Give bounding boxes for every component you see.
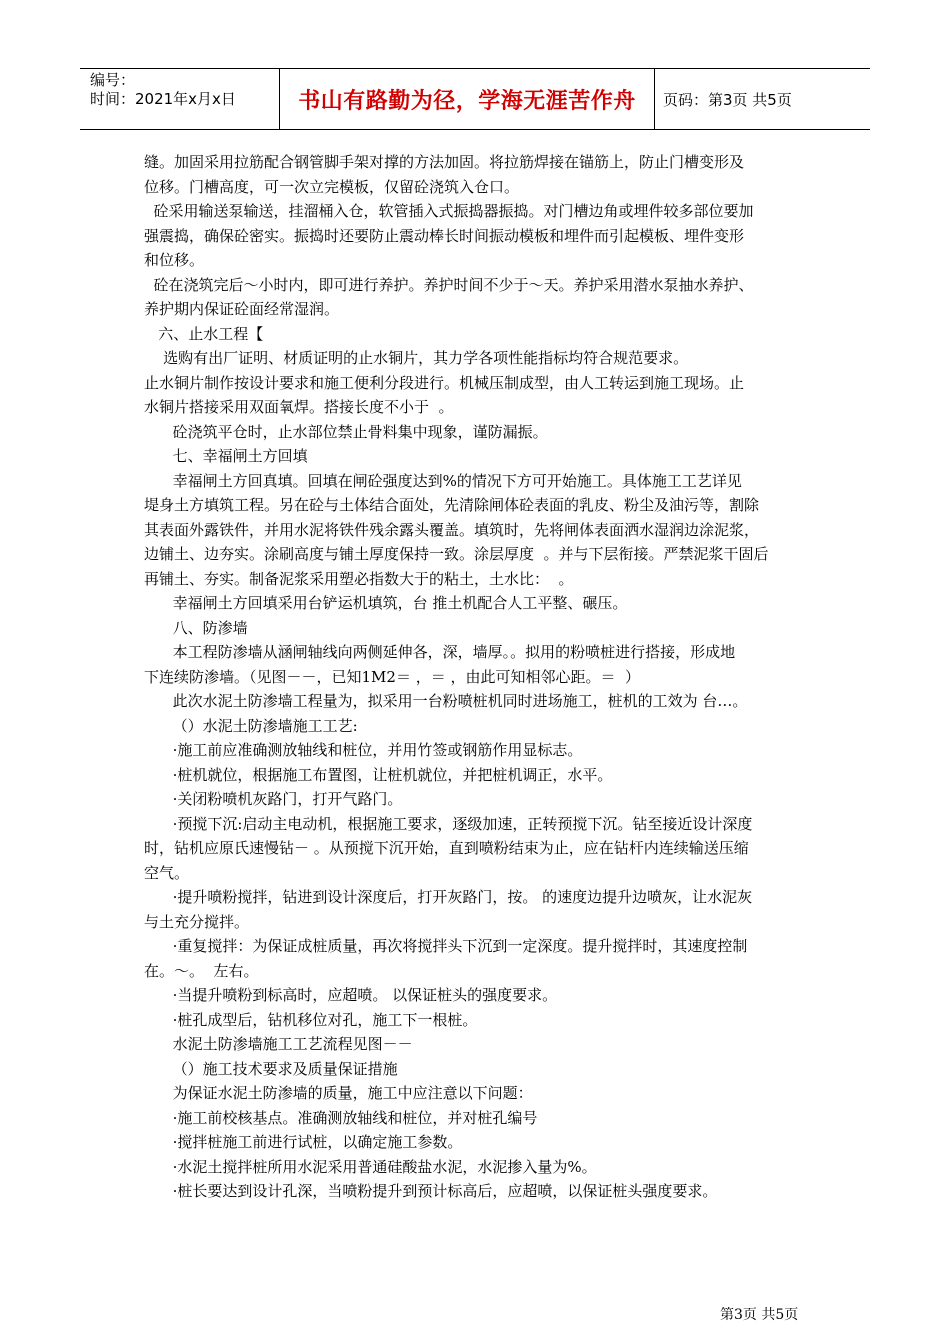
text-line: 砼在浇筑完后～小时内，即可进行养护。养护时间不少于～天。养护采用潜水泵抽水养护、 <box>144 275 754 294</box>
text-line: （）水泥土防渗墙施工工艺: <box>144 716 358 735</box>
text-line: 水铜片搭接采用双面氧焊。搭接长度不小于 。 <box>144 398 454 416</box>
text-line: 为保证水泥土防渗墙的质量，施工中应注意以下问题： <box>144 1084 533 1102</box>
header-motto: 书山有路勤为径，学海无涯苦作舟 <box>280 69 655 129</box>
text-line: ·桩长要达到设计孔深，当喷粉提升到预计标高后，应超喷，以保证桩头强度要求。 <box>144 1182 718 1200</box>
text-line: 养护期内保证砼面经常湿润。 <box>144 300 340 318</box>
text-line: 水泥土防渗墙施工工艺流程见图－－ <box>144 1035 413 1053</box>
text-line: ·搅拌桩施工前进行试桩，以确定施工参数。 <box>144 1133 463 1151</box>
text-line: 本工程防渗墙从涵闸轴线向两侧延伸各，深，墙厚。。拟用的粉喷桩进行搭接，形成地 <box>144 643 736 661</box>
page-header <box>80 68 870 130</box>
header-left-cell <box>80 69 280 129</box>
text-line: ·水泥土搅拌桩所用水泥采用普通硅酸盐水泥，水泥掺入量为%。 <box>144 1157 597 1176</box>
text-line: 堤身土方填筑工程。另在砼与土体结合面处，先清除闸体砼表面的乳皮、粉尘及油污等，割除 <box>144 496 760 514</box>
text-line: 其表面外露铁件，并用水泥将铁件残余露头覆盖。填筑时，先将闸体表面洒水湿润边涂泥浆， <box>144 520 760 539</box>
text-line: 砼采用输送泵输送，挂溜桶入仓，软管插入式振捣器振捣。对门槽边角或埋件较多部位要加 <box>144 202 754 220</box>
text-line: 再铺土、夯实。制备泥浆采用塑必指数大于的粘土，土水比： 。 <box>144 569 574 588</box>
text-line: 强震捣，确保砼密实。振捣时还要防止震动棒长时间振动模板和埋件而引起模板、埋件变形 <box>144 226 745 245</box>
text-line: ·施工前应准确测放轴线和桩位，并用竹签或钢筋作用显标志。 <box>144 741 583 759</box>
text-line: 下连续防渗墙。（见图－－，已知1M2＝ ，＝ ，由此可知相邻心距。＝ ） <box>144 667 641 686</box>
text-line: 砼浇筑平仓时，止水部位禁止骨料集中现象，谨防漏振。 <box>144 422 548 441</box>
text-line: ·桩机就位，根据施工布置图，让桩机就位，并把桩机调正，水平。 <box>144 765 613 784</box>
text-line: （）施工技术要求及质量保证措施 <box>144 1059 398 1078</box>
text-line: ·重复搅拌：为保证成桩质量，再次将搅拌头下沉到一定深度。提升搅拌时，其速度控制 <box>144 937 748 955</box>
text-line: 空气。 <box>144 863 190 882</box>
text-line: 时，钻机应原氏速慢钻－ 。从预搅下沉开始，直到喷粉结束为止，应在钻杆内连续输送压缩 <box>144 839 749 857</box>
text-line: 和位移。 <box>144 251 205 269</box>
text-line: ·关闭粉喷机灰路门，打开气路门。 <box>144 790 403 808</box>
text-line: ·施工前校核基点。准确测放轴线和桩位，并对桩孔编号 <box>144 1108 538 1127</box>
text-line: ·预搅下沉:启动主电动机，根据施工要求，逐级加速，正转预搅下沉。钻至接近设计深度 <box>144 814 753 833</box>
text-line: ·桩孔成型后，钻机移位对孔，施工下一根桩。 <box>144 1010 478 1029</box>
document-body <box>144 150 812 1204</box>
text-line: 与土充分搅拌。 <box>144 912 250 931</box>
text-line: 位移。门槽高度，可一次立完模板，仅留砼浇筑入仓口。 <box>144 177 520 196</box>
header-page-number: 页码：第3页 共5页 <box>663 90 792 109</box>
text-line: 幸福闸土方回真填。回填在闸砼强度达到%的情况下方可开始施工。具体施工工艺详见 <box>144 471 742 490</box>
document-number-label: 编号： <box>90 71 136 89</box>
text-line: 幸福闸土方回填采用台铲运机填筑，台 推土机配合人工平整、碾压。 <box>144 594 628 612</box>
text-line: ·当提升喷粉到标高时，应超喷。 以保证桩头的强度要求。 <box>144 986 558 1004</box>
text-line: 边铺土、边夯实。涂刷高度与铺土厚度保持一致。涂层厚度 。并与下层衔接。严禁泥浆干固后 <box>144 545 769 563</box>
text-line: 六、止水工程【 <box>144 324 264 343</box>
text-line: 缝。加固采用拉筋配合钢管脚手架对撑的方法加固。将拉筋焊接在锚筋上，防止门槽变形及 <box>144 153 745 171</box>
text-line: 止水铜片制作按设计要求和施工便利分段进行。机械压制成型，由人工转运到施工现场。止 <box>144 373 745 392</box>
text-line: 此次水泥土防渗墙工程量为，拟采用一台粉喷桩机同时进场施工，桩机的工效为 台…。 <box>144 692 748 710</box>
text-line: 选购有出厂证明、材质证明的止水铜片，其力学各项性能指标均符合规范要求。 <box>144 349 689 367</box>
page-footer: 第3页 共5页 <box>720 1307 799 1323</box>
text-line: 在。～。 左右。 <box>144 961 259 980</box>
text-line: ·提升喷粉搅拌，钻进到设计深度后，打开灰路门，按。 的速度边提升边喷灰，让水泥灰 <box>144 888 753 906</box>
text-line: 七、幸福闸土方回填 <box>144 447 308 465</box>
text-line: 八、防渗墙 <box>144 618 248 637</box>
document-date-label: 时间：2021年x月x日 <box>90 90 236 108</box>
